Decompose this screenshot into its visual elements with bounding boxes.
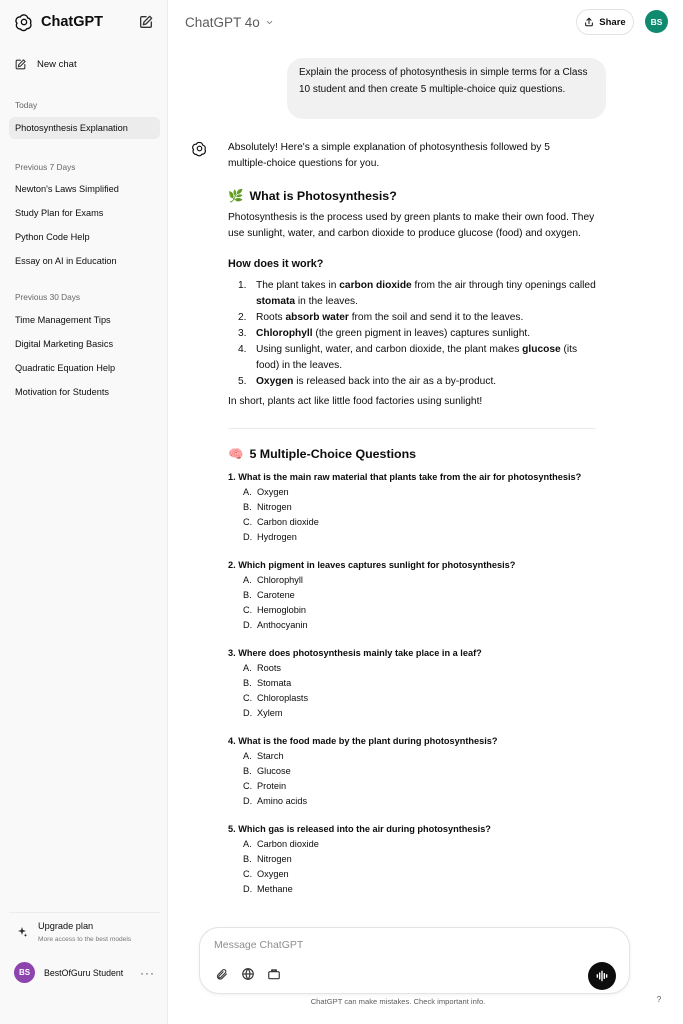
heading-text: What is Photosynthesis? bbox=[249, 189, 397, 203]
question-block bbox=[228, 734, 608, 809]
message-input[interactable]: Message ChatGPT bbox=[214, 939, 304, 951]
options-list bbox=[228, 837, 608, 897]
list-item: 1. The plant takes in carbon dioxide from the air through tiny openings called stomata in the leaves. bbox=[238, 280, 596, 307]
option-letter: B. bbox=[243, 678, 252, 688]
user-profile-button[interactable] bbox=[14, 962, 123, 983]
option-item bbox=[243, 706, 608, 721]
option-text: Nitrogen bbox=[257, 502, 292, 512]
question-block bbox=[228, 646, 608, 721]
option-text: Oxygen bbox=[257, 869, 289, 879]
sidebar-item-python-code[interactable]: Python Code Help bbox=[15, 232, 90, 242]
option-letter: B. bbox=[243, 854, 252, 864]
divider bbox=[228, 428, 596, 429]
question-text: 4. What is the food made by the plant during photosynthesis? bbox=[228, 736, 498, 746]
option-item bbox=[243, 749, 608, 764]
user-message-text: Explain the process of photosynthesis in simple terms for a Class 10 student and then create 5 multiple-choice quiz questions. bbox=[299, 67, 588, 95]
heading-how-does-it-work: How does it work? bbox=[228, 258, 324, 270]
photosynthesis-definition: Photosynthesis is the process used by green plants to make their own food. They use sunlight, water, and carbon dioxide to produce glucose (food) and oxygen. bbox=[228, 212, 595, 239]
option-item bbox=[243, 530, 608, 545]
options-list bbox=[228, 485, 608, 545]
sidebar-divider bbox=[9, 912, 160, 913]
share-icon bbox=[584, 17, 594, 27]
option-item bbox=[243, 779, 608, 794]
option-item bbox=[243, 618, 608, 633]
option-text: Carbon dioxide bbox=[257, 839, 319, 849]
sidebar-item-quadratic-equation[interactable]: Quadratic Equation Help bbox=[15, 363, 116, 373]
chevron-down-icon bbox=[265, 18, 274, 27]
list-item: 3. Chlorophyll (the green pigment in leaves) captures sunlight. bbox=[238, 328, 531, 339]
list-item: 5. Oxygen is released back into the air as a by-product. bbox=[238, 376, 497, 387]
option-text: Nitrogen bbox=[257, 854, 292, 864]
list-item: 4. Using sunlight, water, and carbon dioxide, the plant makes glucose (its food) in the leaves. bbox=[238, 344, 578, 371]
option-letter: C. bbox=[243, 869, 253, 879]
option-item bbox=[243, 500, 608, 515]
option-letter: D. bbox=[243, 708, 253, 718]
option-item bbox=[243, 882, 608, 897]
new-chat-label: New chat bbox=[37, 58, 77, 70]
option-item bbox=[243, 573, 608, 588]
user-name: BestOfGuru Student bbox=[44, 967, 124, 978]
audio-waveform-icon bbox=[595, 969, 609, 983]
question-block bbox=[228, 470, 608, 545]
new-chat-compose-button[interactable] bbox=[136, 12, 156, 32]
question-text: 5. Which gas is released into the air during photosynthesis? bbox=[228, 824, 491, 834]
option-item bbox=[243, 837, 608, 852]
option-text: Stomata bbox=[257, 678, 292, 688]
voice-mode-button[interactable] bbox=[588, 962, 616, 990]
option-item bbox=[243, 603, 608, 618]
compose-icon bbox=[138, 14, 154, 30]
assistant-message bbox=[228, 140, 608, 910]
sidebar-item-essay-ai[interactable]: Essay on AI in Education bbox=[15, 256, 117, 266]
option-text: Carotene bbox=[257, 590, 295, 600]
upgrade-title: Upgrade plan bbox=[38, 921, 94, 931]
leaf-emoji-icon: 🌿 bbox=[228, 189, 244, 203]
option-item bbox=[243, 867, 608, 882]
options-list bbox=[228, 661, 608, 721]
summary-text: In short, plants act like little food factories using sunlight! bbox=[228, 396, 483, 407]
option-text: Chloroplasts bbox=[257, 693, 309, 703]
sparkle-icon bbox=[16, 926, 28, 938]
sidebar bbox=[0, 0, 168, 1024]
share-label: Share bbox=[599, 16, 626, 28]
section-label-previous-30-days: Previous 30 Days bbox=[15, 292, 81, 302]
more-options-icon[interactable]: ··· bbox=[140, 966, 155, 980]
avatar: BS bbox=[14, 962, 35, 983]
upgrade-plan-button[interactable] bbox=[16, 920, 131, 943]
option-letter: D. bbox=[243, 884, 253, 894]
compose-icon bbox=[14, 58, 27, 71]
option-letter: C. bbox=[243, 781, 253, 791]
option-letter: A. bbox=[243, 575, 252, 585]
option-text: Hemoglobin bbox=[257, 605, 307, 615]
process-steps-list bbox=[228, 278, 608, 390]
option-letter: C. bbox=[243, 693, 253, 703]
message-composer[interactable] bbox=[199, 927, 630, 994]
web-search-button[interactable] bbox=[240, 966, 256, 982]
option-letter: A. bbox=[243, 487, 252, 497]
option-text: Starch bbox=[257, 751, 284, 761]
sidebar-item-motivation[interactable]: Motivation for Students bbox=[15, 387, 109, 397]
option-text: Methane bbox=[257, 884, 293, 894]
option-item bbox=[243, 515, 608, 530]
model-selector[interactable] bbox=[185, 12, 274, 32]
disclaimer-text: ChatGPT can make mistakes. Check important info. bbox=[310, 997, 486, 1006]
option-letter: D. bbox=[243, 796, 253, 806]
option-text: Amino acids bbox=[257, 796, 308, 806]
option-item bbox=[243, 588, 608, 603]
paperclip-icon bbox=[215, 968, 228, 981]
option-letter: C. bbox=[243, 517, 253, 527]
option-text: Xylem bbox=[257, 708, 283, 718]
option-item bbox=[243, 485, 608, 500]
option-item bbox=[243, 794, 608, 809]
sidebar-item-time-management[interactable]: Time Management Tips bbox=[15, 315, 111, 325]
model-name: ChatGPT 4o bbox=[185, 14, 260, 30]
globe-icon bbox=[241, 967, 255, 981]
account-avatar[interactable]: BS bbox=[645, 10, 668, 33]
upgrade-subtitle: More access to the best models bbox=[38, 936, 132, 943]
option-text: Chlorophyll bbox=[257, 575, 303, 585]
option-text: Roots bbox=[257, 663, 282, 673]
option-text: Oxygen bbox=[257, 487, 289, 497]
option-text: Glucose bbox=[257, 766, 291, 776]
share-button[interactable] bbox=[576, 9, 634, 35]
questions-list bbox=[228, 470, 608, 897]
brain-emoji-icon: 🧠 bbox=[228, 447, 244, 461]
options-list bbox=[228, 573, 608, 633]
assistant-intro: Absolutely! Here's a simple explanation of photosynthesis followed by 5 multiple-choice questions for you. bbox=[228, 142, 550, 169]
question-text: 1. What is the main raw material that plants take from the air for photosynthesis? bbox=[228, 472, 582, 482]
help-button[interactable]: ? bbox=[656, 994, 662, 1004]
option-letter: A. bbox=[243, 663, 252, 673]
option-letter: B. bbox=[243, 590, 252, 600]
option-letter: A. bbox=[243, 839, 252, 849]
option-text: Anthocyanin bbox=[257, 620, 308, 630]
toolbox-icon bbox=[267, 967, 281, 981]
option-item bbox=[243, 852, 608, 867]
option-letter: C. bbox=[243, 605, 253, 615]
option-text: Protein bbox=[257, 781, 287, 791]
section-label-today: Today bbox=[15, 100, 38, 110]
section-label-previous-7-days: Previous 7 Days bbox=[15, 162, 76, 172]
option-item bbox=[243, 764, 608, 779]
openai-logo-icon bbox=[14, 12, 34, 32]
options-list bbox=[228, 749, 608, 809]
brand-name: ChatGPT bbox=[41, 14, 104, 30]
option-letter: A. bbox=[243, 751, 252, 761]
question-text: 2. Which pigment in leaves captures sunlight for photosynthesis? bbox=[228, 560, 516, 570]
heading-mcq bbox=[228, 446, 608, 462]
question-block bbox=[228, 558, 608, 633]
question-text: 3. Where does photosynthesis mainly take place in a leaf? bbox=[228, 648, 482, 658]
user-message-bubble bbox=[287, 58, 606, 119]
sidebar-item-digital-marketing[interactable]: Digital Marketing Basics bbox=[15, 339, 114, 349]
sidebar-item-study-plan[interactable]: Study Plan for Exams bbox=[15, 208, 104, 218]
option-item bbox=[243, 661, 608, 676]
option-text: Carbon dioxide bbox=[257, 517, 319, 527]
heading-what-is-photosynthesis bbox=[228, 188, 608, 204]
option-letter: B. bbox=[243, 502, 252, 512]
tools-button[interactable] bbox=[266, 966, 282, 982]
option-item bbox=[243, 691, 608, 706]
option-letter: B. bbox=[243, 766, 252, 776]
list-item: 2. Roots absorb water from the soil and send it to the leaves. bbox=[238, 312, 524, 323]
option-text: Hydrogen bbox=[257, 532, 297, 542]
option-letter: D. bbox=[243, 620, 253, 630]
option-item bbox=[243, 676, 608, 691]
sidebar-item-photosynthesis[interactable]: Photosynthesis Explanation bbox=[9, 117, 160, 139]
brand[interactable] bbox=[14, 12, 103, 32]
new-chat-button[interactable] bbox=[14, 54, 77, 74]
attach-button[interactable] bbox=[213, 966, 229, 982]
assistant-logo-icon bbox=[191, 140, 208, 157]
heading-text: 5 Multiple-Choice Questions bbox=[249, 447, 417, 461]
option-letter: D. bbox=[243, 532, 253, 542]
question-block bbox=[228, 822, 608, 897]
sidebar-item-newtons-laws[interactable]: Newton's Laws Simplified bbox=[15, 184, 119, 194]
